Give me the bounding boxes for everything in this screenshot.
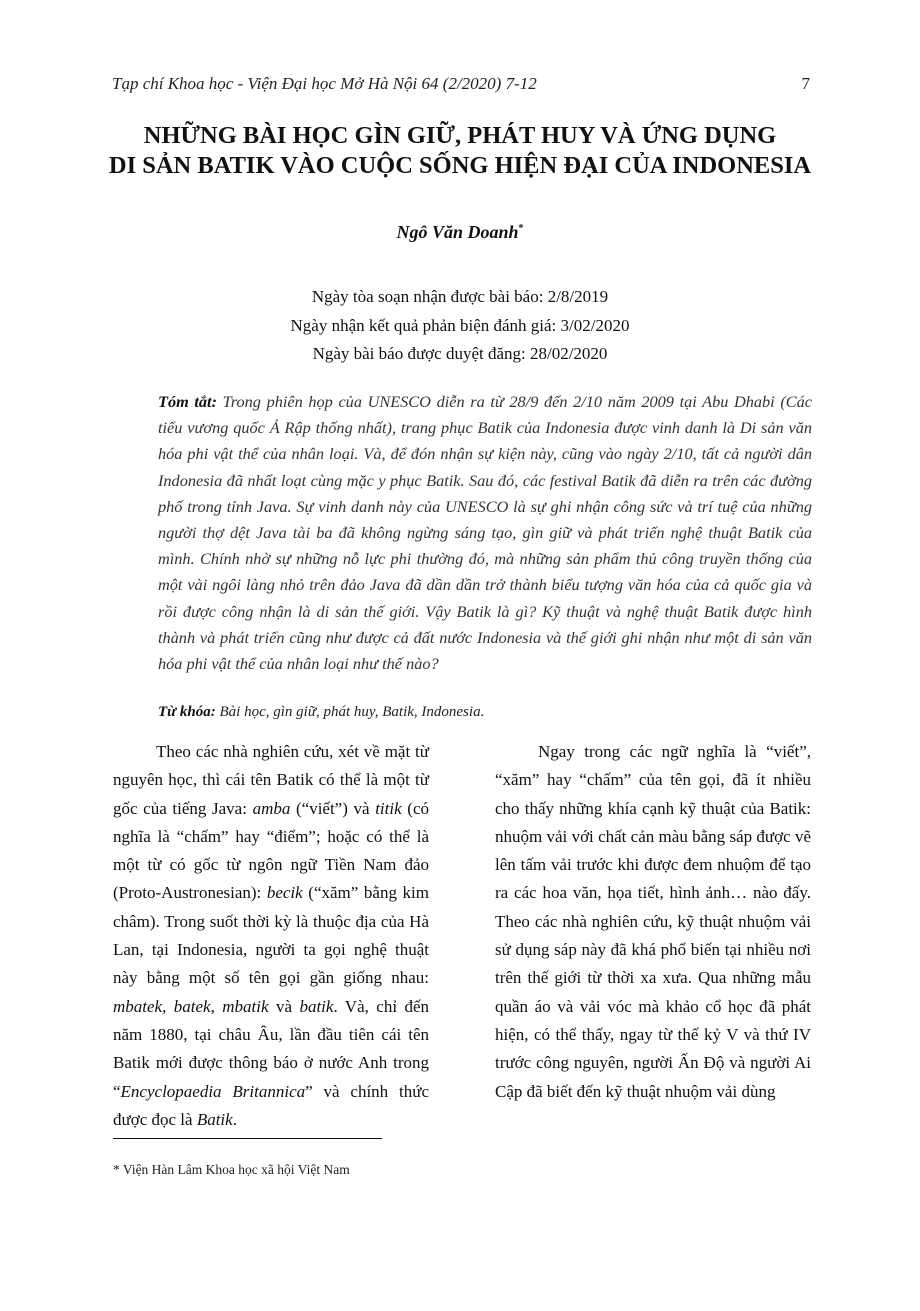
body-paragraph-1 (113, 738, 429, 1134)
body-text: , (162, 996, 174, 1016)
title-line-1: NHỮNG BÀI HỌC GÌN GIỮ, PHÁT HUY VÀ ỨNG DỤNG (143, 122, 777, 149)
page-number: 7 (801, 74, 810, 93)
term-mbatik: mbatik (222, 996, 269, 1016)
running-header (112, 74, 810, 98)
body-column-right (495, 738, 811, 1106)
article-title (80, 121, 840, 181)
body-text: (“viết”) và (290, 798, 376, 818)
journal-citation: Tạp chí Khoa học - Viện Đại học Mở Hà Nội 64 (2/2020) 7-12 (112, 74, 537, 93)
date-received: Ngày tòa soạn nhận được bài báo: 2/8/2019 (311, 287, 609, 306)
term-amba: amba (252, 798, 291, 818)
body-text: và (268, 996, 300, 1016)
author-footnote-mark: * (518, 223, 524, 234)
body-text: . (232, 1109, 237, 1129)
abstract (158, 389, 812, 677)
body-column-left (113, 738, 429, 1134)
body-paragraph-2: Ngay trong các ngữ nghĩa là “viết”, “xăm” hay “chấm” của tên gọi, đã ít nhiều cho thấy những khía cạnh kỹ thuật của Batik: nhuộm vải với chất cản màu bằng sáp được vẽ lên tấm vải trước khi được đem nhuộm để tạo ra các hoa văn, họa tiết, hình ảnh… nào đấy. Theo các nhà nghiên cứu, kỹ thuật nhuộm vải sử dụng sáp này đã khá phổ biến tại nhiều nơi trên thế giới từ thời xa xưa. Qua những mẫu quần áo và vải vóc mà khảo cổ học đã phát hiện, có thể thấy, ngay từ thế kỷ V và thứ IV trước công nguyên, người Ấn Độ và người Ai Cập đã biết đến kỹ thuật nhuộm vải dùng (495, 742, 811, 1101)
term-mbatek: mbatek (113, 996, 163, 1016)
date-reviewed: Ngày nhận kết quả phản biện đánh giá: 3/02/2020 (290, 315, 630, 335)
author-name: Ngô Văn Doanh (396, 222, 519, 242)
footnote-divider (113, 1138, 382, 1139)
body-text: . Và, chỉ đến năm 1880, tại châu Âu, lần đầu tiên cái tên Batik mới được thông báo ở nước Anh trong “ (113, 996, 430, 1101)
author (0, 222, 920, 243)
body-text: ” và chính thức được đọc là (113, 1081, 429, 1129)
submission-dates (0, 283, 920, 369)
term-becik: becik (266, 883, 303, 903)
abstract-text: Trong phiên họp của UNESCO diễn ra từ 28/9 đến 2/10 năm 2009 tại Abu Dhabi (Các tiểu vương quốc Ả Rập thống nhất), trang phục Batik của Indonesia được vinh danh là Di sản văn hóa phi vật thể của nhân loại. Và, để đón nhận sự kiện này, cũng vào ngày 2/10, tất cả người dân Indonesia đã nhất loạt cùng mặc y phục Batik. Sau đó, các festival Batik đã diễn ra trên các đường phố trong tỉnh Java. Sự vinh danh này của UNESCO là sự ghi nhận công sức và trí tuệ của những người thợ dệt Java tài ba đã không ngừng sáng tạo, gìn giữ và phát triển nghệ thuật Batik của mình. Chính nhờ sự những nỗ lực phi thường đó, mà những sản phẩm thủ công truyền thống của một vài ngôi làng nhỏ trên đảo Java đã dần dần trở thành biểu tượng văn hóa của cả quốc gia và rồi được công nhận là di sản thế giới. Vậy Batik là gì? Kỹ thuật và nghệ thuật Batik được hình thành và phát triển cũng như được cả đất nước Indonesia và thế giới ghi nhận như một di sản văn hóa phi vật thể của nhân loại như thế nào? (158, 392, 812, 674)
term-encyclopaedia-britannica: Encyclopaedia Britannica (120, 1081, 306, 1101)
keywords-label: Từ khóa: (158, 704, 216, 720)
body-text: Theo các nhà nghiên cứu, xét về mặt từ nguyên học, thì cái tên Batik có thể là một từ gốc của tiếng Java: (113, 742, 429, 818)
body-text: (có nghĩa là “chấm” hay “điểm”; hoặc có thể là một từ có gốc từ ngôn ngữ Tiền Nam đảo (Proto-Austronesian): (113, 798, 429, 903)
term-batik-final: Batik (196, 1109, 233, 1129)
footnote: * Viện Hàn Lâm Khoa học xã hội Việt Nam (113, 1162, 350, 1177)
term-titik: titik (375, 798, 402, 818)
title-line-2: DI SẢN BATIK VÀO CUỘC SỐNG HIỆN ĐẠI CỦA INDONESIA (108, 152, 812, 179)
body-text: , (210, 996, 223, 1016)
keywords-text: Bài học, gìn giữ, phát huy, Batik, Indonesia. (219, 704, 485, 720)
term-batik: batik (299, 996, 334, 1016)
abstract-label: Tóm tắt: (158, 392, 217, 411)
date-accepted: Ngày bài báo được duyệt đăng: 28/02/2020 (312, 344, 608, 363)
term-batek: batek (173, 996, 211, 1016)
keywords (158, 704, 812, 721)
body-text: (“xăm” bằng kim châm). Trong suốt thời kỳ là thuộc địa của Hà Lan, tại Indonesia, người ta gọi nghệ thuật này bằng một số tên gọi gần giống nhau: (113, 883, 429, 988)
